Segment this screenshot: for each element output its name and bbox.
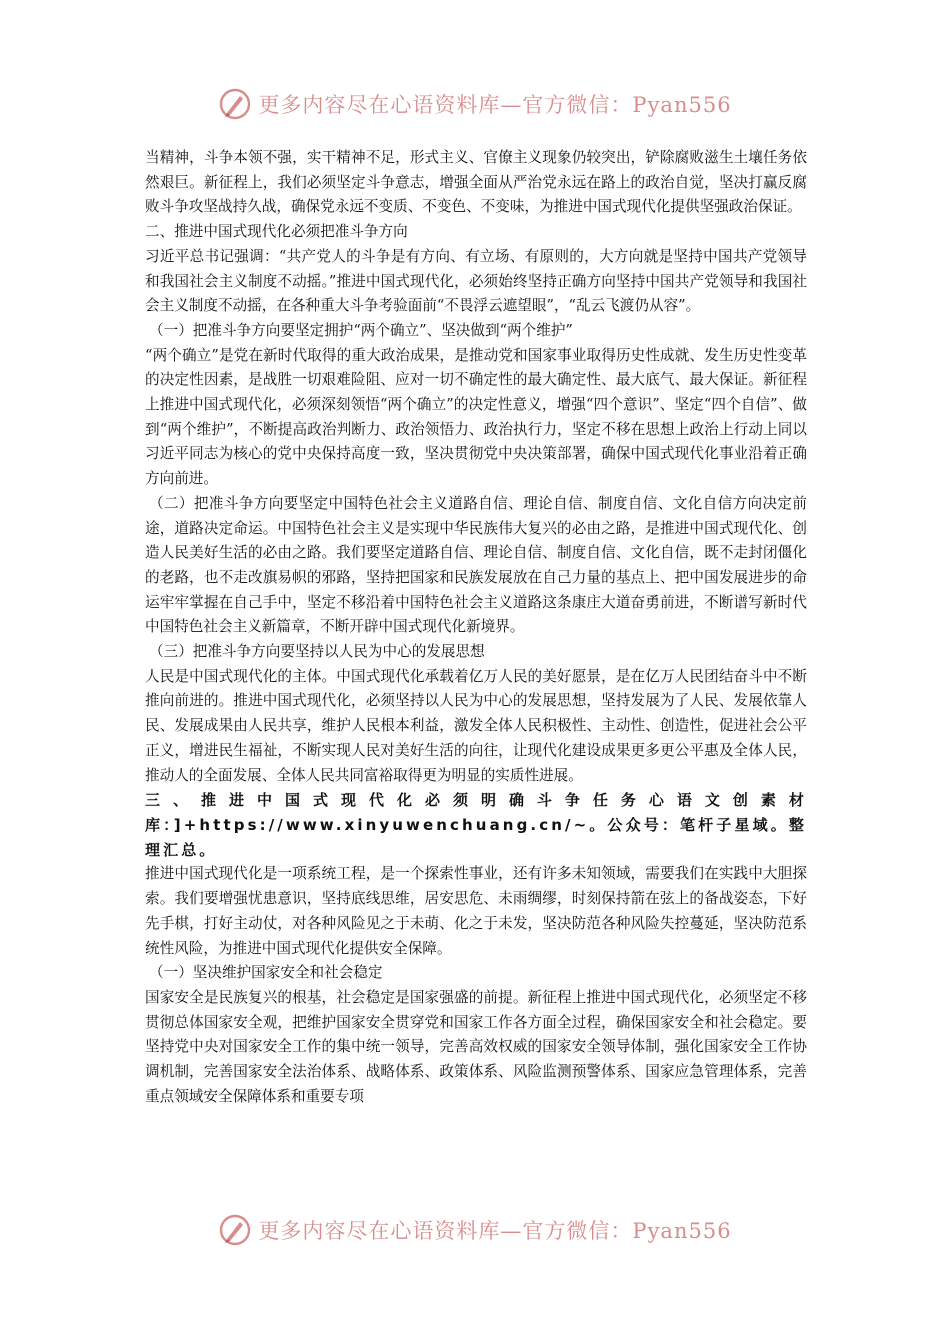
pen-logo-icon xyxy=(218,1213,252,1247)
header-banner xyxy=(0,84,950,124)
body-paragraph: 人民是中国式现代化的主体。中国式现代化承载着亿万人民的美好愿景，是在亿万人民团结奋斗中不断推向前进的。推进中国式现代化，必须坚持以人民为中心的发展思想，坚持发展为了人民、发展依靠人民、发展成果由人民共享，维护人民根本利益，激发全体人民积极性、主动性、创造性，促进社会公平正义，增进民生福祉，不断实现人民对美好生活的向往，让现代化建设成果更多更公平惠及全体人民，推动人的全面发展、全体人民共同富裕取得更为明显的实质性进展。 xyxy=(145,667,807,784)
banner-text: 更多内容尽在心语资料库—官方微信：Pyan556 xyxy=(258,93,732,117)
body-paragraph: 推进中国式现代化是一项系统工程，是一个探索性事业，还有许多未知领域，需要我们在实践中大胆探索。我们要增强忧患意识，坚持底线思维，居安思危、未雨绸缪，时刻保持箭在弦上的备战姿态，下好先手棋，打好主动仗，对各种风险见之于未萌、化之于未发，坚决防范各种风险失控蔓延，坚决防范系统性风险，为推进中国式现代化提供安全保障。 xyxy=(145,865,807,957)
body-paragraph: 习近平总书记强调：“共产党人的斗争是有方向、有立场、有原则的，大方向就是坚持中国共产党领导和我国社会主义制度不动摇。”推进中国式现代化，必须始终坚持正确方向坚持中国共产党领导和我国社会主义制度不动摇，在各种重大斗争考验面前“不畏浮云遮望眼”，“乱云飞渡仍从容”。 xyxy=(145,247,807,315)
body-paragraph: “两个确立”是党在新时代取得的重大政治成果，是推动党和国家事业取得历史性成就、发生历史性变革的决定性因素，是战胜一切艰难险阻、应对一切不确定性的最大确定性、最大底气、最大保证。新征程上推进中国式现代化，必须深刻领悟“两个确立”的决定性意义，增强“四个意识”、坚定“四个自信”、做到“两个维护”，不断提高政治判断力、政治领悟力、政治执行力，坚定不移在思想上政治上行动上同以习近平同志为核心的党中央保持高度一致，坚决贯彻党中央决策部署，确保中国式现代化事业沿着正确方向前进。 xyxy=(145,346,807,488)
subsection-heading: （一）坚决维护国家安全和社会稳定 xyxy=(149,964,383,982)
section-heading: 二、推进中国式现代化必须把准斗争方向 xyxy=(145,223,408,241)
subsection-heading: （一）把准斗争方向要坚定拥护“两个确立”、坚决做到“两个维护” xyxy=(149,321,573,339)
section-heading-bold: 三、推进中国式现代化必须明确斗争任务心语文创素材库：]+https://www.xinyuwenchuang.cn/~。公众号：笔杆子星域。整理汇总。 xyxy=(145,791,807,859)
document-body xyxy=(145,146,807,1109)
body-paragraph: 当精神，斗争本领不强，实干精神不足，形式主义、官僚主义现象仍较突出，铲除腐败滋生土壤任务依然艰巨。新征程上，我们必须坚定斗争意志，增强全面从严治党永远在路上的政治自觉，坚决打赢反腐败斗争攻坚战持久战，确保党永远不变质、不变色、不变味，为推进中国式现代化提供坚强政治保证。 xyxy=(145,149,807,216)
body-paragraph: 国家安全是民族复兴的根基，社会稳定是国家强盛的前提。新征程上推进中国式现代化，必须坚定不移贯彻总体国家安全观，把维护国家安全贯穿党和国家工作各方面全过程，确保国家安全和社会稳定。要坚持党中央对国家安全工作的集中统一领导，完善高效权威的国家安全领导体制，强化国家安全工作协调机制，完善国家安全法治体系、战略体系、政策体系、风险监测预警体系、国家应急管理体系，完善重点领域安全保障体系和重要专项 xyxy=(145,988,807,1105)
subsection-heading: （三）把准斗争方向要坚持以人民为中心的发展思想 xyxy=(149,643,485,661)
banner-text: 更多内容尽在心语资料库—官方微信：Pyan556 xyxy=(258,1219,732,1243)
pen-logo-icon xyxy=(218,87,252,121)
footer-banner xyxy=(0,1210,950,1250)
subsection-paragraph: （二）把准斗争方向要坚定中国特色社会主义道路自信、理论自信、制度自信、文化自信方向决定前途，道路决定命运。中国特色社会主义是实现中华民族伟大复兴的必由之路，是推进中国式现代化、创造人民美好生活的必由之路。我们要坚定道路自信、理论自信、制度自信、文化自信，既不走封闭僵化的老路，也不走改旗易帜的邪路，坚持把国家和民族发展放在自己力量的基点上、把中国发展进步的命运牢牢掌握在自己手中，坚定不移沿着中国特色社会主义道路这条康庄大道奋勇前进，不断谱写新时代中国特色社会主义新篇章，不断开辟中国式现代化新境界。 xyxy=(145,494,807,636)
